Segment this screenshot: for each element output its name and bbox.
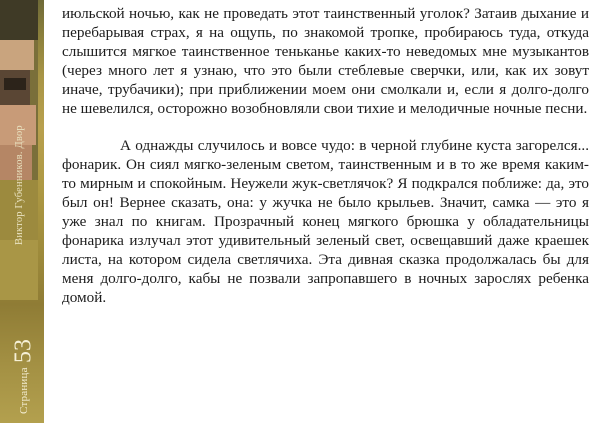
article-text — [62, 5, 589, 308]
paragraph-2: А однажды случилось и вовсе чудо: в черной глубине куста загорелся... фонарик. Он сиял мягко-зеленым светом, таинственным и в то же время каким-то мирным и спокойным. Неужели жук-светлячок? Я подкрался поближе: да, это был он! Вернее сказать, она: у жучка не было крыльев. Значит, самка — это я уже знал по книгам. Прозрачный конец мягкого брюшка у обладательницы фонарика излучал этот удивительный зеленый свет, освещавший даже краешек листа, на котором сидела светлячиха. Эта дивная сказка продолжалась бы для меня долго-долго, кабы не позвали запропавшего в ночных зарослях ребенка домой. — [62, 137, 589, 306]
page-number: 53 — [10, 339, 37, 364]
paragraph-1: июльской ночью, как не проведать этот таинственный уголок? Затаив дыхание и перебарывая страх, я на ощупь, по знакомой тропке, пробираюсь туда, откуда слышится мягкое таинственное теньканье каких-то неведомых мне музыкантов (через много лет я узнаю, что это были стеблевые сверчки, или, как их зовут иначе, трубачики); при приближении моем они смолкали и, если я долго-долго не шевелился, осторожно возобновляли свои тихие и мелодичные ночные песни. — [62, 5, 589, 117]
book-title-vertical: Виктор Губенников. Двор — [14, 125, 25, 245]
page-number-label — [10, 318, 37, 414]
page-word: Страница — [18, 367, 30, 414]
side-decoration-strip — [0, 0, 44, 423]
